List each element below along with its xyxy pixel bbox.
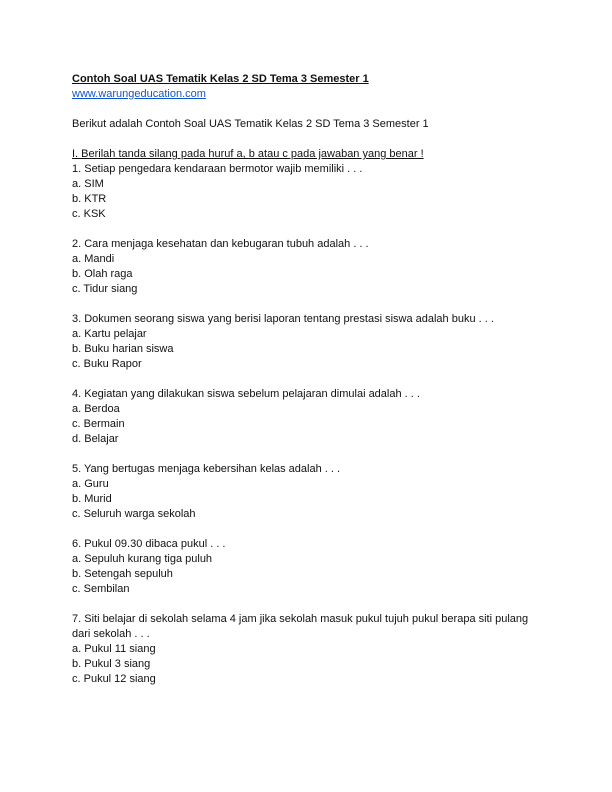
spacer [72,132,542,147]
answer-option: c. Seluruh warga sekolah [72,508,196,520]
question-text: 5. Yang bertugas menjaga kebersihan kelas adalah . . . [72,463,341,475]
answer-option: c. Tidur siang [72,283,138,295]
answer-option: c. Pukul 12 siang [72,673,156,685]
answer-option: c. Sembilan [72,583,130,595]
question-text: 1. Setiap pengedara kendaraan bermotor wajib memiliki . . . [72,163,363,175]
answer-option: c. Bermain [72,418,125,430]
document-title: Contoh Soal UAS Tematik Kelas 2 SD Tema 3 Semester 1 [72,73,369,85]
question-text: 2. Cara menjaga kesehatan dan kebugaran tubuh adalah . . . [72,238,369,250]
answer-option: a. Sepuluh kurang tiga puluh [72,553,213,565]
question-4 [72,387,542,447]
question-text: 6. Pukul 09.30 dibaca pukul . . . [72,538,226,550]
answer-option: a. Guru [72,478,109,490]
answer-option: b. KTR [72,193,107,205]
answer-option: a. Berdoa [72,403,120,415]
question-7 [72,612,542,687]
question-text: 3. Dokumen seorang siswa yang berisi laporan tentang prestasi siswa adalah buku . . . [72,313,494,325]
document-body [72,72,542,687]
spacer [72,102,542,117]
answer-option: b. Buku harian siswa [72,343,174,355]
answer-option: c. KSK [72,208,106,220]
answer-option: b. Olah raga [72,268,133,280]
source-link[interactable]: www.warungeducation.com [72,88,206,100]
answer-option: c. Buku Rapor [72,358,142,370]
answer-option: a. Kartu pelajar [72,328,147,340]
answer-option: b. Pukul 3 siang [72,658,151,670]
question-3 [72,312,542,372]
answer-option: a. Pukul 11 siang [72,643,156,655]
answer-option: a. Mandi [72,253,115,265]
question-1 [72,162,542,222]
question-2 [72,237,542,297]
answer-option: d. Belajar [72,433,119,445]
question-text: 4. Kegiatan yang dilakukan siswa sebelum pelajaran dimulai adalah . . . [72,388,420,400]
answer-option: a. SIM [72,178,104,190]
question-5 [72,462,542,522]
intro-text: Berikut adalah Contoh Soal UAS Tematik Kelas 2 SD Tema 3 Semester 1 [72,118,429,130]
answer-option: b. Setengah sepuluh [72,568,173,580]
answer-option: b. Murid [72,493,112,505]
question-text: 7. Siti belajar di sekolah selama 4 jam jika sekolah masuk pukul tujuh pukul berapa siti pulang dari sekolah . . . [72,613,529,640]
question-6 [72,537,542,597]
instruction-text: I. Berilah tanda silang pada huruf a, b atau c pada jawaban yang benar ! [72,148,424,160]
